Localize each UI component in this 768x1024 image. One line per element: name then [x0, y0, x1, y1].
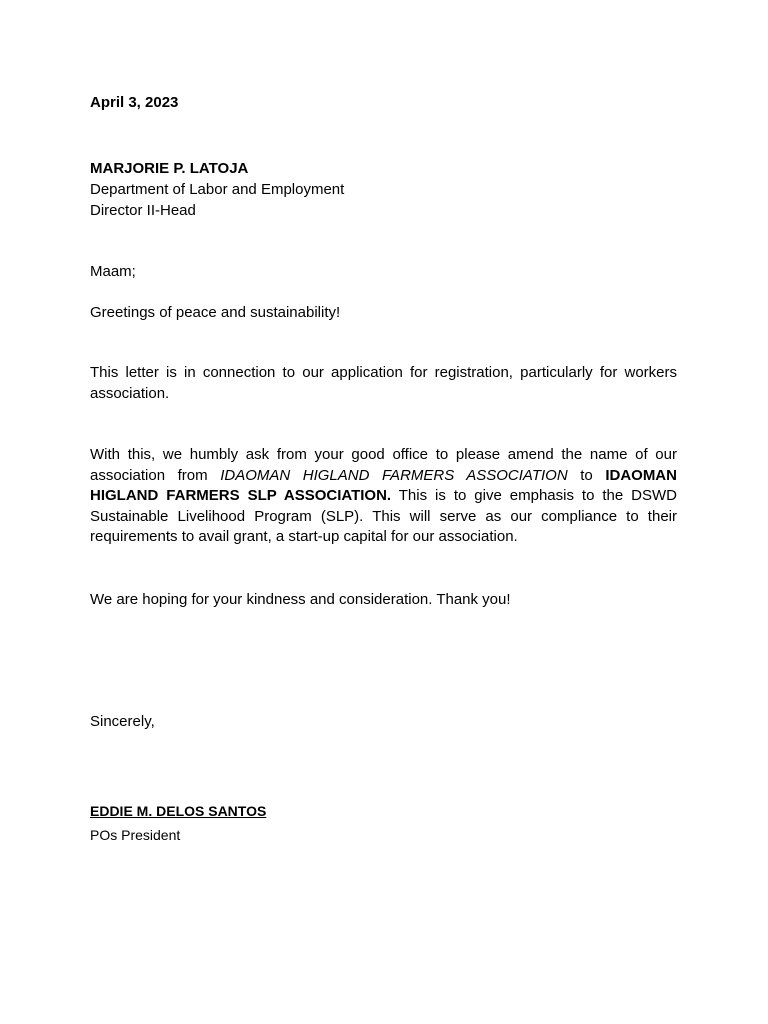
amendment-intro: With this, we humbly ask from your good office to please amend the name of our association from: [90, 446, 677, 484]
letter-date: April 3, 2023: [90, 94, 179, 111]
paragraph-amendment: [90, 445, 677, 548]
greeting: Greetings of peace and sustainability!: [90, 304, 341, 321]
closing-paragraph: We are hoping for your kindness and consideration. Thank you!: [90, 591, 511, 608]
amendment-rest: This is to give emphasis to the DSWD Sustainable Livelihood Program (SLP). This will serve as our compliance to their requirements to avail grant, a start-up capital for our association.: [90, 487, 677, 546]
old-association-name: IDAOMAN HIGLAND FARMERS ASSOCIATION: [220, 466, 568, 484]
closing: Sincerely,: [90, 713, 155, 730]
sender-name: EDDIE M. DELOS SANTOS: [90, 803, 267, 819]
recipient-organization: Department of Labor and Employment: [90, 181, 345, 198]
sender-title: POs President: [90, 827, 181, 843]
amendment-connector: to: [567, 466, 606, 484]
paragraph-registration: This letter is in connection to our application for registration, particularly for workers association.: [90, 364, 677, 402]
recipient-name: MARJORIE P. LATOJA: [90, 160, 249, 177]
recipient-position: Director II-Head: [90, 202, 196, 219]
salutation: Maam;: [90, 263, 136, 280]
new-association-name: IDAOMAN HIGLAND FARMERS SLP ASSOCIATION.: [90, 466, 677, 505]
